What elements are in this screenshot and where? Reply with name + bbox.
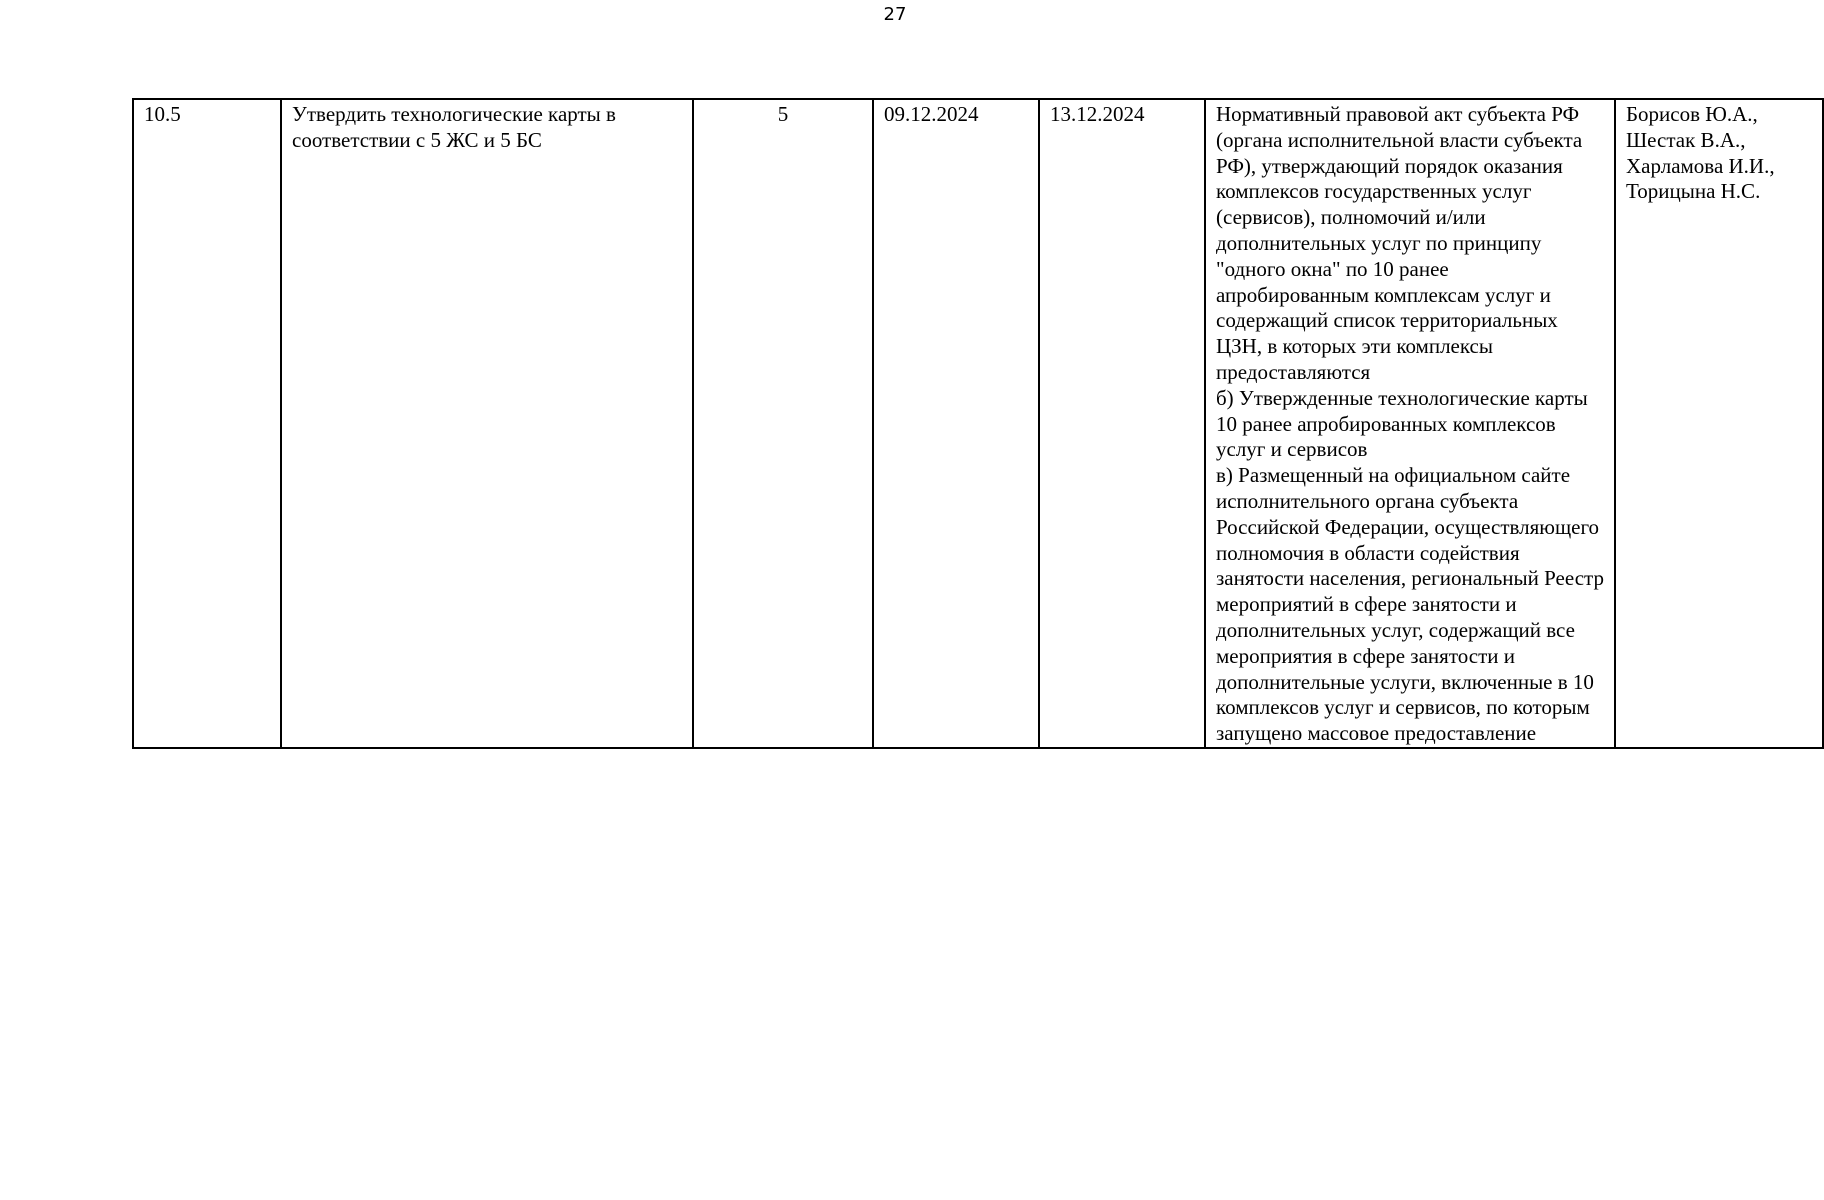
row-number-cell: 10.5 xyxy=(133,99,281,748)
end-date-cell: 13.12.2024 xyxy=(1039,99,1205,748)
result-paragraph: в) Размещенный на официальном сайте исполнительного органа субъекта Российской Федерации, осуществляющего полномочия в области содействия занятости населения, региональный Реестр мероприятий в сфере занятости и дополнительных услуг, содержащий все мероприятия в сфере занятости и дополнительные услуги, включенные в 10 комплексов услуг и сервисов, по которым запущено массовое предоставление xyxy=(1216,463,1604,746)
responsible-cell xyxy=(1615,99,1823,748)
responsible-person: Торицына Н.С. xyxy=(1626,179,1761,204)
result-paragraph: Нормативный правовой акт субъекта РФ (органа исполнительной власти субъекта РФ), утверждающий порядок оказания комплексов государственных услуг (сервисов), полномочий и/или дополнительных услуг по принципу "одного окна" по 10 ранее апробированным комплексам услуг и содержащий список территориальных ЦЗН, в которых эти комплексы предоставляются xyxy=(1216,102,1583,384)
duration-cell: 5 xyxy=(693,99,873,748)
start-date-cell: 09.12.2024 xyxy=(873,99,1039,748)
task-cell: Утвердить технологические карты в соответствии с 5 ЖС и 5 БС xyxy=(281,99,693,748)
result-cell xyxy=(1205,99,1615,748)
result-paragraph: б) Утвержденные технологические карты 10 ранее апробированных комплексов услуг и сервисов xyxy=(1216,385,1588,462)
plan-table xyxy=(132,98,1824,749)
table-row xyxy=(133,99,1823,748)
responsible-person: Харламова И.И., xyxy=(1626,153,1775,178)
responsible-person: Шестак В.А., xyxy=(1626,127,1746,152)
page-number: 27 xyxy=(883,4,907,25)
responsible-person: Борисов Ю.А., xyxy=(1626,102,1758,126)
